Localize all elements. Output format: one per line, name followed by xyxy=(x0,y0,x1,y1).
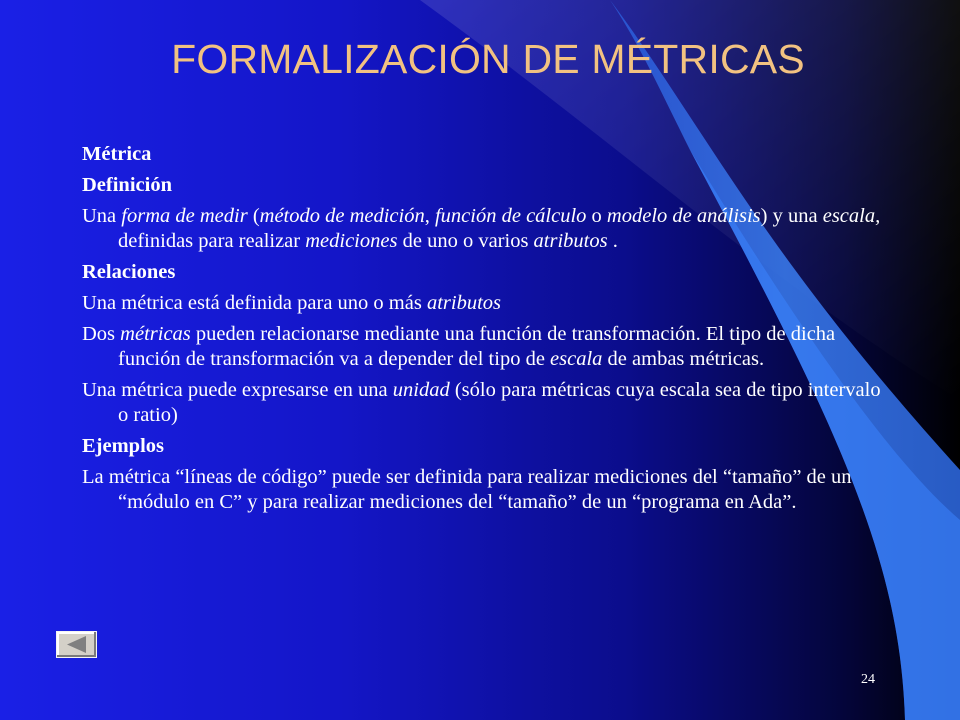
italic-term: atributos xyxy=(533,230,608,252)
italic-term: función de cálculo xyxy=(434,205,587,227)
text-run: ( xyxy=(247,205,260,227)
page-number: 24 xyxy=(861,672,875,687)
definicion-text xyxy=(82,204,882,254)
italic-term: unidad xyxy=(392,379,450,401)
italic-term: mediciones xyxy=(305,230,398,252)
text-run: (sólo para métricas cuya escala sea de tipo intervalo o ratio) xyxy=(118,379,881,426)
text-run: de ambas métricas. xyxy=(602,348,765,370)
text-run: Una métrica está definida para uno o más xyxy=(82,292,427,314)
back-button[interactable] xyxy=(56,631,97,658)
italic-term: escala xyxy=(550,348,603,370)
text-run: pueden relacionarse mediante una función de transformación. El tipo de dicha función de transformación va a depender del tipo de xyxy=(118,323,836,370)
ejemplos-heading: Ejemplos xyxy=(82,435,164,457)
text-run: La métrica “líneas de código” puede ser definida para realizar mediciones del “tamaño” de un “módulo en C” y para realizar mediciones del “tamaño” de un “programa en Ada”. xyxy=(82,466,852,513)
italic-term: método de medición xyxy=(259,205,425,227)
text-run: , xyxy=(424,205,435,227)
italic-term: forma de medir xyxy=(121,205,248,227)
text-run: Una xyxy=(82,205,122,227)
italic-term: escala, xyxy=(822,205,881,227)
ejemplo-text xyxy=(82,465,882,515)
italic-term: modelo de análisis xyxy=(606,205,761,227)
italic-term: métricas xyxy=(120,323,191,345)
slide-title: FORMALIZACIÓN DE MÉTRICAS xyxy=(171,36,805,82)
text-run: Dos xyxy=(82,323,121,345)
triangle-left-icon xyxy=(67,636,87,653)
italic-term: atributos xyxy=(426,292,501,314)
relacion-2-text xyxy=(82,322,882,372)
text-run: o xyxy=(586,205,607,227)
text-run: definidas para realizar xyxy=(118,230,306,252)
text-run: Una métrica puede expresarse en una xyxy=(82,379,393,401)
text-run: . xyxy=(607,230,618,252)
relacion-1-text xyxy=(82,291,882,316)
text-run: ) y una xyxy=(760,205,823,227)
text-run: de uno o varios xyxy=(397,230,534,252)
relacion-3-text xyxy=(82,378,882,428)
definicion-heading: Definición xyxy=(82,174,172,196)
slide-body xyxy=(82,142,882,521)
relaciones-heading: Relaciones xyxy=(82,261,176,283)
metrica-heading: Métrica xyxy=(82,143,152,165)
